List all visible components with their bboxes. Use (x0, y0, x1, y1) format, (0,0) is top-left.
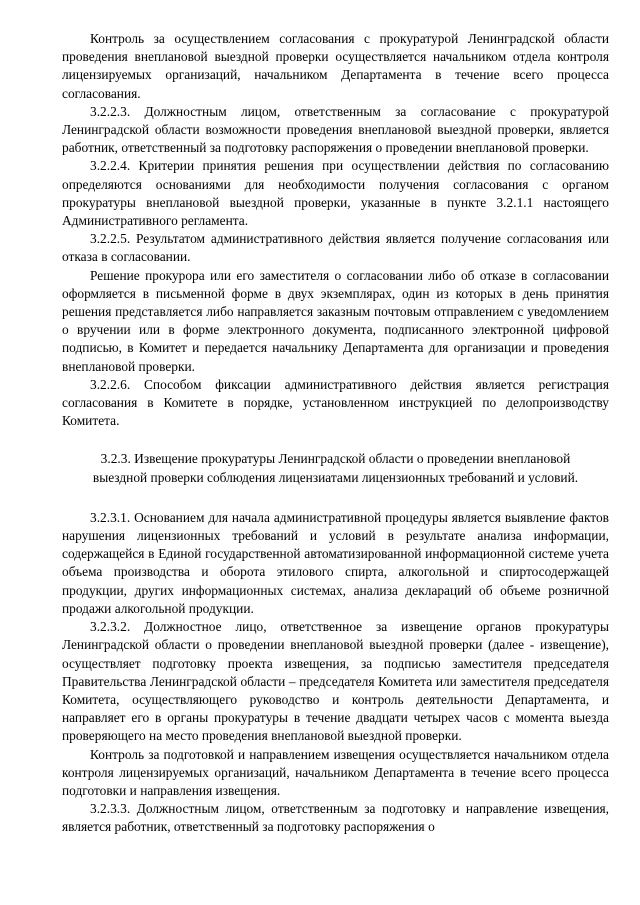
paragraph-3-2-2-3: 3.2.2.3. Должностным лицом, ответственным за согласование с прокуратурой Ленинградской области возможности проведения внеплановой выездной проверки, является работник, ответственный за подготовку распоряжения о проведении внеплановой проверки. (62, 103, 609, 156)
paragraph-3-2-2-4: 3.2.2.4. Критерии принятия решения при осуществлении действия по согласованию определяются основаниями для необходимости получения согласования с органом прокуратуры внеплановой выездной проверки, указанные в пункте 3.2.1.1 настоящего Административного регламента. (62, 158, 609, 229)
paragraph-3-2-2-6: 3.2.2.6. Способом фиксации административного действия является регистрация согласования в Комитете в порядке, установленном инструкцией по делопроизводству Комитета. (62, 376, 609, 429)
paragraph-control-notification: Контроль за подготовкой и направлением извещения осуществляется начальником отдела контроля лицензируемых организаций, начальником Департамента в течение всего процесса подготовки и направления извещения. (62, 746, 609, 798)
paragraph-3-2-3-2: 3.2.3.2. Должностное лицо, ответственное за извещение органов прокуратуры Ленинградской области о проведении внеплановой выездной проверки (далее - извещение), осуществляет подготовку проекта извещения, за подписью заместителя председателя Правительства Ленинградской области – председателя Комитета или заместителя председателя Комитета, осуществляющего руководство и контроль деятельности Департамента, и направляет его в органы прокуратуры в течение двадцати четырех часов с момента выезда проверяющего на место проведения внеплановой выездной проверки. (62, 619, 609, 744)
paragraph-control-agreement: Контроль за осуществлением согласования с прокуратурой Ленинградской области проведения внеплановой выездной проверки осуществляется начальником отдела контроля лицензируемых организаций, начальником Департамента в течение всего процесса согласования. (62, 31, 609, 101)
paragraph-3-2-3-3: 3.2.3.3. Должностным лицом, ответственным за подготовку и направление извещения, является работник, ответственный за подготовку распоряжения о (62, 801, 609, 835)
paragraph-prosecutor-decision: Решение прокурора или его заместителя о согласовании либо об отказе в согласовании оформляется в письменной форме в двух экземплярах, один из которых в день принятия решения представляется либо направляется заказным почтовым отправлением с уведомлением о вручении или в форме электронного документа, подписанного электронной цифровой подписью, в Комитет и передается начальнику Департамента для организации и проведения внеплановой проверки. (62, 267, 609, 374)
paragraph-3-2-3-1: 3.2.3.1. Основанием для начала административной процедуры является выявление фактов нарушения лицензионных требований и условий в результате анализа информации, содержащейся в Единой государственной автоматизированной информационной системе учета объема производства и оборота этилового спирта, алкогольной и спиртосодержащей продукции, других информационных системах, анализа деклараций об объеме розничной продажи алкогольной продукции. (62, 509, 609, 616)
document-body (62, 30, 609, 837)
paragraph-3-2-2-5: 3.2.2.5. Результатом административного действия является получение согласования или отказа в согласовании. (62, 231, 609, 265)
section-heading-3-2-3: 3.2.3. Извещение прокуратуры Ленинградской области о проведении внеплановой выездной проверки соблюдения лицензиатами лицензионных требований и условий. (92, 451, 579, 485)
